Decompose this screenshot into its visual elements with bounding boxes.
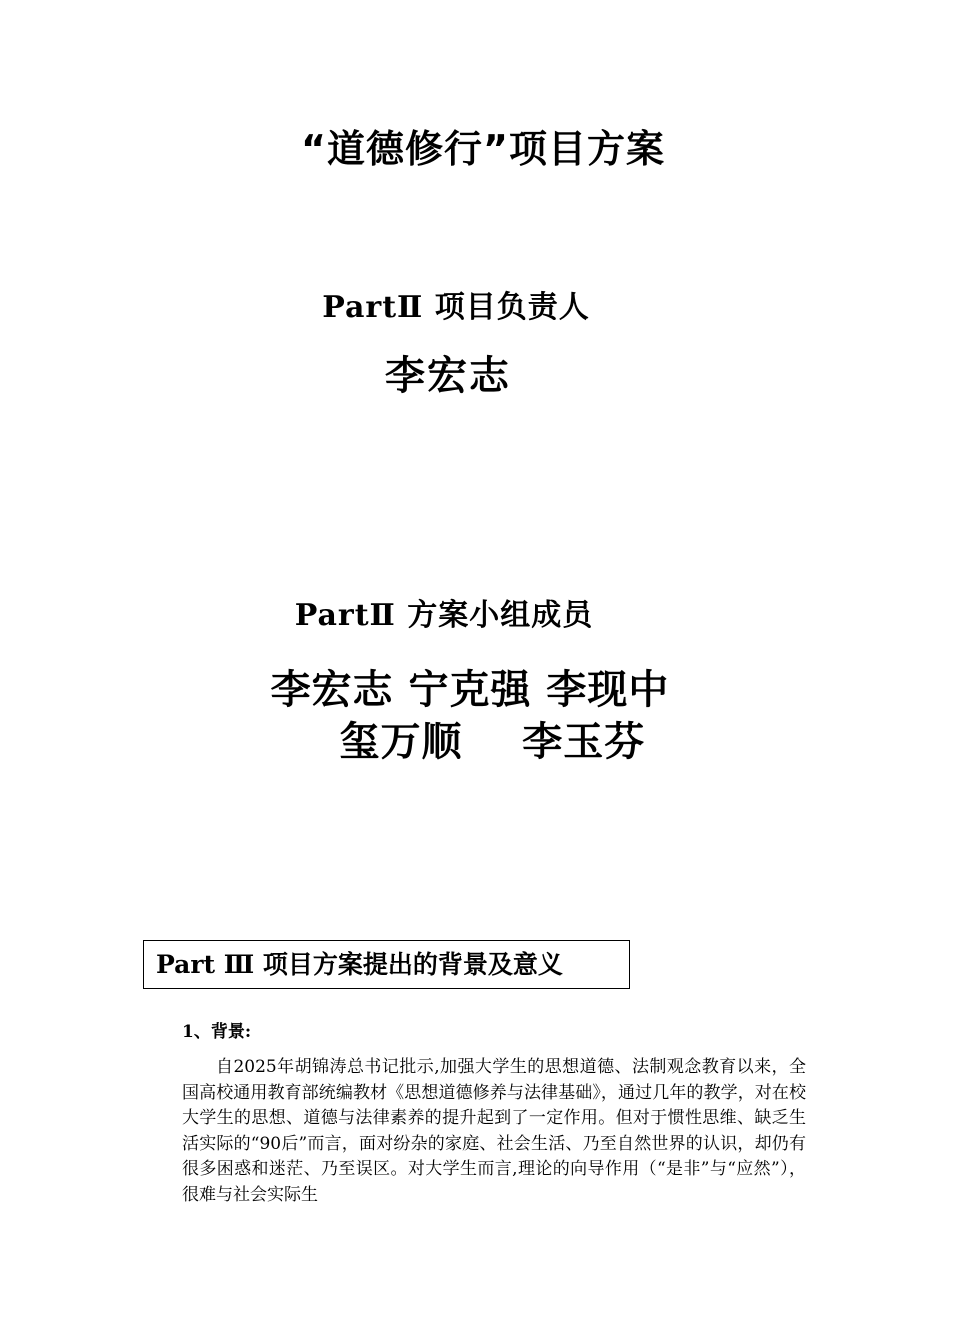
leader-section-heading: PartⅡ 项目负责人 — [322, 290, 590, 325]
members-section-heading: PartⅡ 方案小组成员 — [294, 598, 594, 633]
members-line-2: 玺万顺 李玉芬 — [294, 719, 646, 765]
leader-name: 李宏志 — [385, 353, 511, 399]
members-line-1: 李宏志 宁克强 李现中 — [270, 667, 670, 713]
background-subheading: 1、背景: — [182, 1022, 252, 1042]
background-section-heading: Part Ⅲ 项目方案提出的背景及意义 — [143, 940, 630, 989]
background-paragraph: 自2025年胡锦涛总书记批示,加强大学生的思想道德、法制观念教育以来，全国高校通用教育部统编教材《思想道德修养与法律基础》，通过几年的教学，对在校大学生的思想、道德与法律素养的提升起到了一定作用。但对于惯性思维、缺乏生活实际的“90后”而言，面对纷杂的家庭、社会生活、乃至自然世界的认识，却仍有很多困惑和迷茫、乃至误区。对大学生而言,理论的向导作用（“是非”与“应然”），很难与社会实际生 — [182, 1057, 806, 1205]
document-title: “道德修行”项目方案 — [301, 127, 665, 171]
members-list — [220, 664, 720, 765]
